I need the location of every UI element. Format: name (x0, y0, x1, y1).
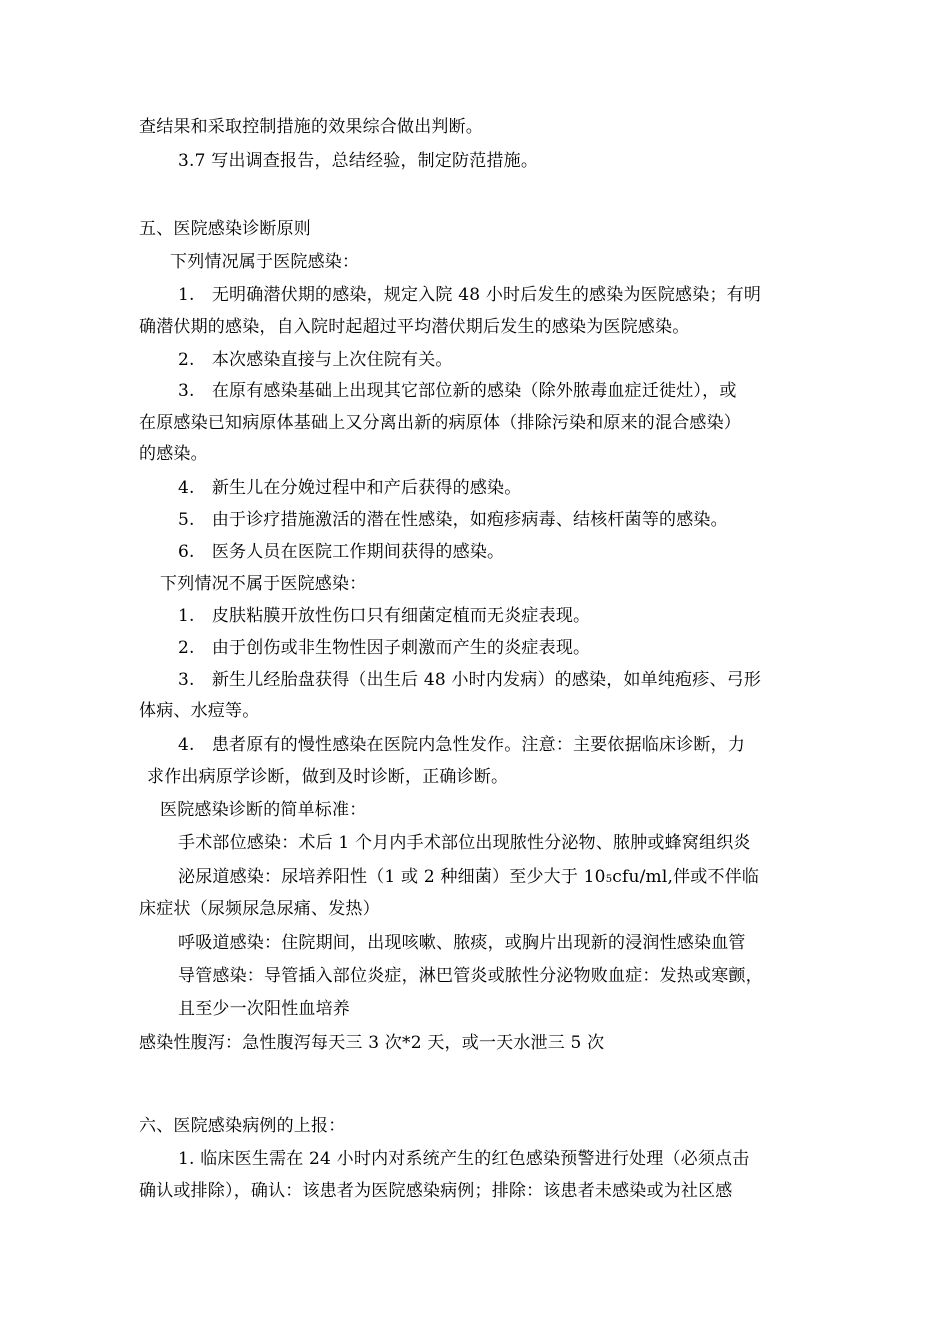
criteria-line: 导管感染：导管插入部位炎症，淋巴管炎或脓性分泌物败血症：发热或寒颤， (178, 966, 763, 986)
list-item: 2. 由于创伤或非生物性因子刺激而产生的炎症表现。 (178, 638, 591, 658)
paragraph-line: 3.7 写出调查报告，总结经验，制定防范措施。 (178, 151, 539, 171)
exponent: 5 (605, 874, 613, 885)
criteria-line (178, 866, 759, 891)
criteria-line: 手术部位感染：术后 1 个月内手术部位出现脓性分泌物、脓肿或蜂窝组织炎 (178, 833, 751, 853)
list-item: 6. 医务人员在医院工作期间获得的感染。 (178, 542, 505, 562)
list-item: 2. 本次感染直接与上次住院有关。 (178, 350, 453, 370)
list-item: 5. 由于诊疗措施激活的潜在性感染，如疱疹病毒、结核杆菌等的感染。 (178, 510, 728, 530)
criteria-line: 且至少一次阳性血培养 (178, 999, 350, 1019)
list-item: 1. 临床医生需在 24 小时内对系统产生的红色感染预警进行处理（必须点击 (178, 1149, 750, 1169)
criteria-line: 感染性腹泻：急性腹泻每天三 3 次*2 天，或一天水泄三 5 次 (139, 1033, 605, 1053)
list-item: 3. 新生儿经胎盘获得（出生后 48 小时内发病）的感染，如单纯疱疹、弓形 (178, 670, 762, 690)
paragraph-line: 确认或排除），确认：该患者为医院感染病例；排除：该患者未感染或为社区感 (139, 1181, 733, 1201)
list-item: 4. 新生儿在分娩过程中和产后获得的感染。 (178, 478, 522, 498)
criteria-text: cfu/ml,伴或不伴临 (612, 867, 760, 887)
paragraph-line: 求作出病原学诊断，做到及时诊断，正确诊断。 (147, 767, 509, 787)
subheading: 下列情况不属于医院感染： (160, 574, 367, 594)
list-item: 1. 无明确潜伏期的感染，规定入院 48 小时后发生的感染为医院感染；有明 (178, 285, 762, 305)
criteria-line: 呼吸道感染：住院期间，出现咳嗽、脓痰，或胸片出现新的浸润性感染血管 (178, 933, 746, 953)
paragraph-line: 床症状（尿频尿急尿痛、发热） (139, 899, 380, 919)
list-item: 1. 皮肤粘膜开放性伤口只有细菌定植而无炎症表现。 (178, 606, 591, 626)
list-item: 3. 在原有感染基础上出现其它部位新的感染（除外脓毒血症迁徙灶），或 (178, 381, 737, 401)
paragraph-line: 查结果和采取控制措施的效果综合做出判断。 (139, 117, 483, 137)
list-item: 4. 患者原有的慢性感染在医院内急性发作。注意：主要依据临床诊断，力 (178, 735, 746, 755)
section-heading: 六、医院感染病例的上报： (139, 1116, 346, 1136)
paragraph-line: 的感染。 (139, 444, 208, 464)
subheading: 下列情况属于医院感染： (170, 252, 360, 272)
criteria-text: 泌尿道感染：尿培养阳性（1 或 2 种细菌）至少大于 10 (178, 867, 606, 887)
paragraph-line: 在原感染已知病原体基础上又分离出新的病原体（排除污染和原来的混合感染） (139, 413, 741, 433)
paragraph-line: 确潜伏期的感染，自入院时起超过平均潜伏期后发生的感染为医院感染。 (139, 317, 690, 337)
paragraph-line: 体病、水痘等。 (139, 701, 260, 721)
subheading: 医院感染诊断的简单标准： (160, 800, 367, 820)
section-heading: 五、医院感染诊断原则 (139, 219, 311, 239)
